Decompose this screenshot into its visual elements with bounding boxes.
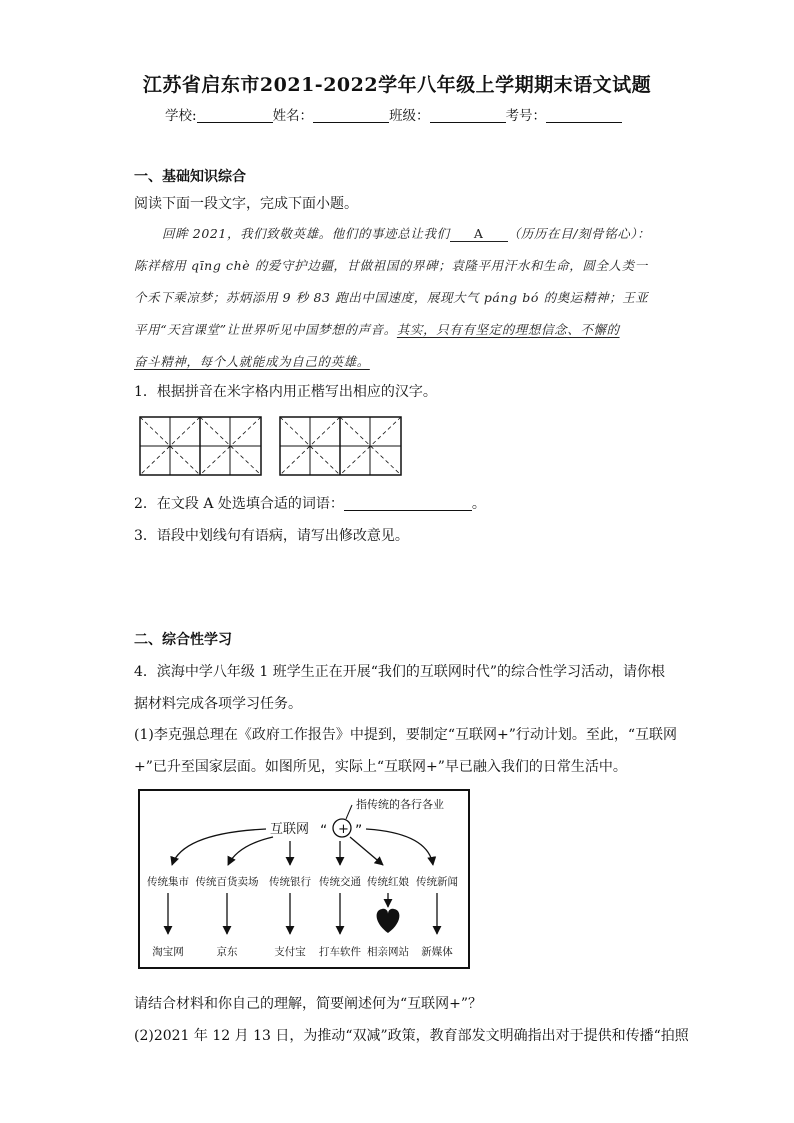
quote-close: ” (355, 823, 363, 839)
id-label: 考号： (505, 108, 547, 124)
section-1-intro: 阅读下面一段文字，完成下面小题。 (134, 196, 358, 212)
question-after-diagram: 请结合材料和你自己的理解，简要阐述何为“互联网+”？ (134, 996, 483, 1012)
question-1: 1．根据拼音在米字格内用正楷写出相应的汉字。 (134, 384, 437, 400)
class-field[interactable] (430, 108, 506, 123)
taobao: 淘宝网 (152, 946, 184, 958)
school-label: 学校: (165, 108, 197, 124)
passage-line-1: 回眸 2021，我们致敬英雄。他们的事迹总让我们 A （历历在目/刻骨铭心）： (162, 226, 651, 241)
traditional-news: 传统新闻 (416, 876, 458, 888)
question-4-line-2: 据材料完成各项学习任务。 (134, 696, 302, 712)
arrow-to-department-store (228, 837, 273, 865)
class-label: 班级： (389, 108, 430, 124)
name-label: 姓名： (272, 108, 314, 124)
traditional-bank: 传统银行 (269, 876, 311, 888)
passage-line-2: 陈祥榕用 qīng chè 的爱守护边疆，甘做祖国的界碑；袁隆平用汗水和生命，圆全人类一 (134, 258, 648, 273)
traditional-market: 传统集市 (147, 876, 189, 888)
jingdong: 京东 (216, 946, 238, 958)
student-info-line (165, 104, 622, 124)
arrow-to-matchmaker (350, 837, 383, 865)
traditional-matchmaker: 传统红娘 (367, 876, 409, 888)
sub-question-2-line-1: (2)2021 年 12 月 13 日，为推动“双减”政策，教育部发文明确指出对于提供和传播“拍照 (134, 1028, 689, 1044)
question-2-answer-line[interactable] (344, 496, 472, 511)
name-field[interactable] (313, 108, 389, 123)
passage-line-3: 个禾下乘凉梦；苏炳添用 9 秒 83 跑出中国速度，展现大气 páng bó 的奥运精神；王亚 (134, 290, 649, 305)
annotation-pointer (346, 805, 352, 819)
mizige-grid-right[interactable] (279, 416, 402, 476)
traditional-transport: 传统交通 (319, 876, 361, 888)
center-label: 互联网 (270, 822, 310, 837)
traditional-department-store: 传统百货卖场 (195, 876, 259, 888)
question-2: 2．在文段 A 处选填合适的词语： 。 (134, 496, 486, 512)
sub-question-1-line-2: +”已升至国家层面。如图所见，实际上“互联网+”早已融入我们的日常生活中。 (134, 759, 627, 775)
id-field[interactable] (546, 108, 622, 123)
dating-website: 相亲网站 (367, 946, 409, 958)
underlined-sentence-part2: 奋斗精神，每个人就能成为自己的英雄。 (134, 354, 370, 369)
exam-title: 江苏省启东市2021-2022学年八年级上学期期末语文试题 (142, 74, 652, 96)
heart-icon (377, 909, 400, 933)
ride-hailing-app: 打车软件 (319, 946, 361, 958)
blank-a[interactable]: A (450, 226, 508, 242)
annotation-text: 指传统的各行各业 (356, 798, 444, 811)
sub-question-1-line-1: (1)李克强总理在《政府工作报告》中提到，要制定“互联网+”行动计划。至此，“互联网 (134, 727, 678, 743)
mizige-grid-left[interactable] (139, 416, 262, 476)
section-2-heading: 二、综合性学习 (134, 632, 232, 648)
question-4-line-1: 4．滨海中学八年级 1 班学生正在开展“我们的互联网时代”的综合性学习活动，请你根 (134, 664, 666, 680)
question-3: 3．语段中划线句有语病，请写出修改意见。 (134, 528, 409, 544)
plus-sign: + (338, 822, 349, 837)
alipay: 支付宝 (274, 946, 306, 958)
new-media: 新媒体 (421, 946, 453, 958)
school-field[interactable] (197, 108, 273, 123)
underlined-sentence-part1: 其实，只有有坚定的理想信念、不懈的 (396, 322, 620, 337)
quote-open: “ (320, 823, 328, 839)
internet-plus-diagram (138, 789, 470, 969)
passage-line-4: 平用“天宫课堂”让世界听见中国梦想的声音。其实，只有有坚定的理想信念、不懈的 (134, 322, 620, 337)
arrow-to-market (172, 829, 266, 865)
section-1-heading: 一、基础知识综合 (134, 169, 246, 185)
